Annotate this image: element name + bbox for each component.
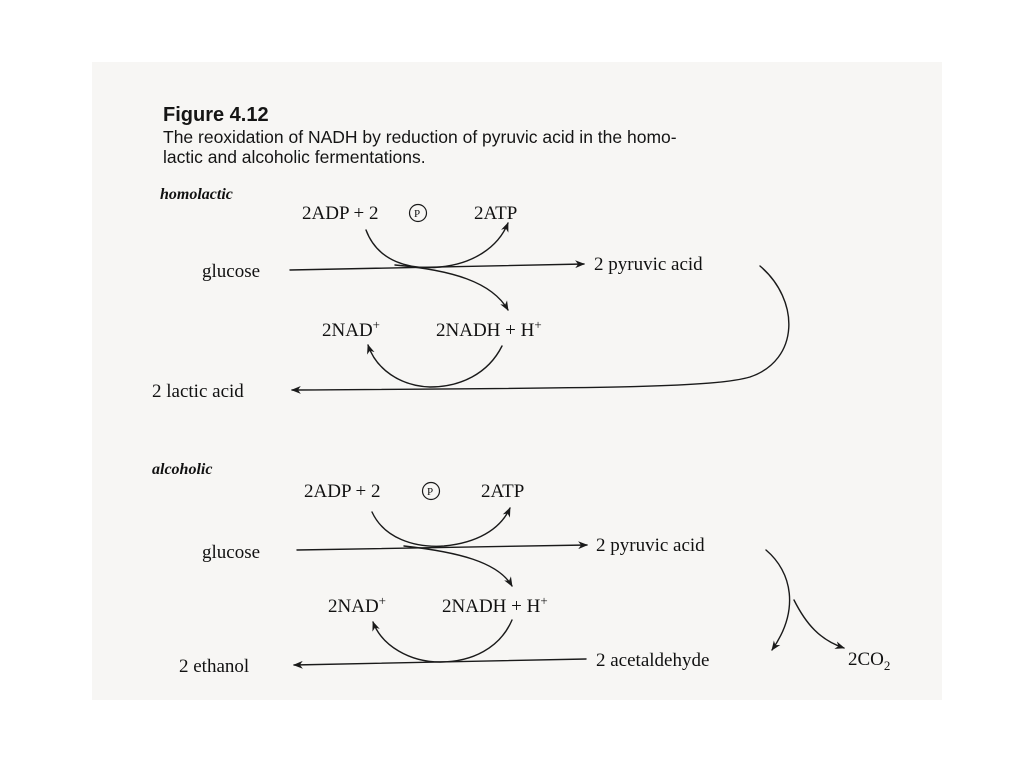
alcoholic-co2-subscript: 2	[883, 658, 891, 673]
alcoholic-nad-text: 2NAD	[328, 596, 379, 617]
alcoholic-adp-label	[304, 481, 381, 502]
alcoholic-nadh-label	[442, 593, 548, 617]
homolactic-atp-label: 2ATP	[474, 203, 518, 224]
homolactic-nadh-text: 2NADH + H	[436, 320, 535, 341]
homolactic-heading: homolactic	[160, 186, 233, 203]
alcoholic-nad-label	[328, 593, 386, 617]
homolactic-atp-coupling-arc	[366, 223, 508, 268]
homolactic-glucose-label: glucose	[202, 261, 261, 282]
alcoholic-acetaldehyde-to-ethanol-arrow	[294, 659, 586, 665]
homolactic-nad-superscript: +	[372, 317, 381, 332]
alcoholic-nad-superscript: +	[378, 593, 387, 608]
alcoholic-co2-label	[848, 649, 890, 673]
alcoholic-nad-reduction-arc	[404, 546, 512, 586]
homolactic-nad-reduction-arc	[395, 265, 508, 310]
figure-number: Figure 4.12	[163, 104, 269, 126]
homolactic-nadh-label	[436, 317, 542, 341]
alcoholic-heading: alcoholic	[152, 461, 213, 478]
figure-caption-line-1: The reoxidation of NADH by reduction of pyruvic acid in the homo-	[163, 127, 677, 147]
alcoholic-adp-text: 2ADP + 2	[304, 481, 381, 502]
figure-caption-line-2: lactic and alcoholic fermentations.	[163, 147, 426, 167]
homolactic-nad-text: 2NAD	[322, 320, 373, 341]
homolactic-nad-label	[322, 317, 380, 341]
homolactic-adp-text: 2ADP + 2	[302, 203, 379, 224]
homolactic-lactic-label: 2 lactic acid	[152, 381, 244, 402]
alcoholic-atp-coupling-arc	[372, 508, 510, 546]
alcoholic-pyruvic-label: 2 pyruvic acid	[596, 535, 705, 556]
alcoholic-acetaldehyde-label: 2 acetaldehyde	[596, 650, 710, 671]
alcoholic-ethanol-label: 2 ethanol	[179, 656, 250, 677]
homolactic-adp-label	[302, 203, 379, 224]
homolactic-nadh-reoxidation-arc	[368, 345, 502, 387]
alcoholic-atp-label: 2ATP	[481, 481, 525, 502]
alcoholic-glucose-label: glucose	[202, 542, 261, 563]
alcoholic-co2-text: 2CO	[848, 649, 884, 670]
homolactic-pyruvic-label: 2 pyruvic acid	[594, 254, 703, 275]
alcoholic-co2-release-arrow	[794, 600, 844, 648]
alcoholic-nadh-superscript: +	[540, 593, 548, 608]
alcoholic-pyruvic-to-acetaldehyde-arrow	[766, 550, 790, 650]
alcoholic-nadh-reoxidation-arc	[373, 620, 512, 662]
homolactic-phosphate-symbol: P	[414, 208, 421, 220]
homolactic-nadh-superscript: +	[534, 317, 542, 332]
alcoholic-phosphate-symbol: P	[427, 486, 434, 498]
alcoholic-nadh-text: 2NADH + H	[442, 596, 541, 617]
